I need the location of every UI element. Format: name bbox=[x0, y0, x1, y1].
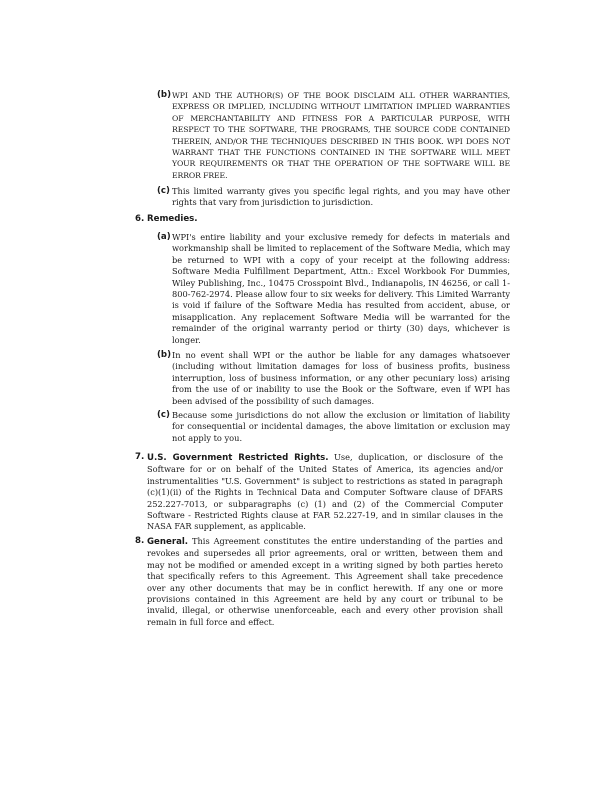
warranty-item-c bbox=[157, 186, 510, 209]
remedies-item-a bbox=[157, 232, 510, 346]
item-label: (a) bbox=[157, 232, 171, 242]
remedies-item-b bbox=[157, 350, 510, 407]
section-text: This Agreement constitutes the entire understanding of the parties and revokes and supersedes all prior agreements, oral or written, between them and may not be modified or amended except in a writing signed by both parties hereto that specifically refers to this Agreement. This Agreement shall take precedence over any other documents that may be in conflict herewith. If any one or more provisions contained in this Agreement are held by any court or tribunal to be invalid, illegal, or otherwise unenforceable, each and every other provision shall remain in full force and effect. bbox=[147, 536, 503, 627]
item-label: (b) bbox=[157, 90, 172, 100]
item-label: (b) bbox=[157, 350, 172, 360]
section-number: 6. bbox=[135, 214, 145, 224]
section-government bbox=[135, 452, 503, 533]
item-text: This limited warranty gives you specific legal rights, and you may have other rights that vary from jurisdiction to jurisdiction. bbox=[172, 186, 510, 208]
section-remedies-heading bbox=[135, 214, 198, 225]
item-label: (c) bbox=[157, 410, 170, 420]
item-text: WPI AND THE AUTHOR(S) OF THE BOOK DISCLAIM ALL OTHER WARRANTIES, EXPRESS OR IMPLIED, INCLUDING WITHOUT LIMITATION IMPLIED WARRANTIES OF MERCHANTABILITY AND FITNESS FOR A PARTICULAR PURPOSE, WITH RESPECT TO THE SOFTWARE, THE PROGRAMS, THE SOURCE CODE CONTAINED THEREIN, AND/OR THE TECHNIQUES DESCRIBED IN THIS BOOK. WPI DOES NOT WARRANT THAT THE FUNCTIONS CONTAINED IN THE SOFTWARE WILL MEET YOUR REQUIREMENTS OR THAT THE OPERATION OF THE SOFTWARE WILL BE ERROR FREE. bbox=[172, 91, 510, 180]
remedies-item-c bbox=[157, 410, 510, 444]
section-title: General. bbox=[147, 537, 189, 547]
item-text: Because some jurisdictions do not allow the exclusion or limitation of liability for consequential or incidental damages, the above limitation or exclusion may not apply to you. bbox=[172, 410, 510, 443]
item-text: WPI's entire liability and your exclusive remedy for defects in materials and workmanship shall be limited to replacement of the Software Media, which may be returned to WPI with a copy of your receipt at the following address: Software Media Fulfillment Department, Attn.: Excel Workbook For Dummies, Wiley Publishing, Inc., 10475 Crosspoint Blvd., Indianapolis, IN 46256, or call 1-800-762-2974. Please allow four to six weeks for delivery. This Limited Warranty is void if failure of the Software Media has resulted from accident, abuse, or misapplication. Any replacement Software Media will be warranted for the remainder of the original warranty period or thirty (30) days, whichever is longer. bbox=[172, 232, 510, 345]
item-label: (c) bbox=[157, 186, 170, 196]
item-text: In no event shall WPI or the author be liable for any damages whatsoever (including without limitation damages for loss of business profits, business interruption, loss of business information, or any other pecuniary loss) arising from the use of or inability to use the Book or the Software, even if WPI has been advised of the possibility of such damages. bbox=[172, 350, 510, 406]
section-number: 8. bbox=[135, 536, 145, 546]
section-text: Use, duplication, or disclosure of the Software for or on behalf of the United States of America, its agencies and/or instrumentalities "U.S. Government" is subject to restrictions as stated in paragraph (c)(1)(ii) of the Rights in Technical Data and Computer Software clause of DFARS 252.227-7013, or subparagraphs (c) (1) and (2) of the Commercial Computer Software - Restricted Rights clause at FAR 52.227-19, and in similar clauses in the NASA FAR supplement, as applicable. bbox=[147, 452, 503, 532]
section-number: 7. bbox=[135, 452, 145, 462]
section-general bbox=[135, 536, 503, 628]
warranty-item-b bbox=[157, 90, 510, 181]
section-title: U.S. Government Restricted Rights. bbox=[147, 453, 329, 463]
section-title: Remedies. bbox=[147, 214, 198, 224]
